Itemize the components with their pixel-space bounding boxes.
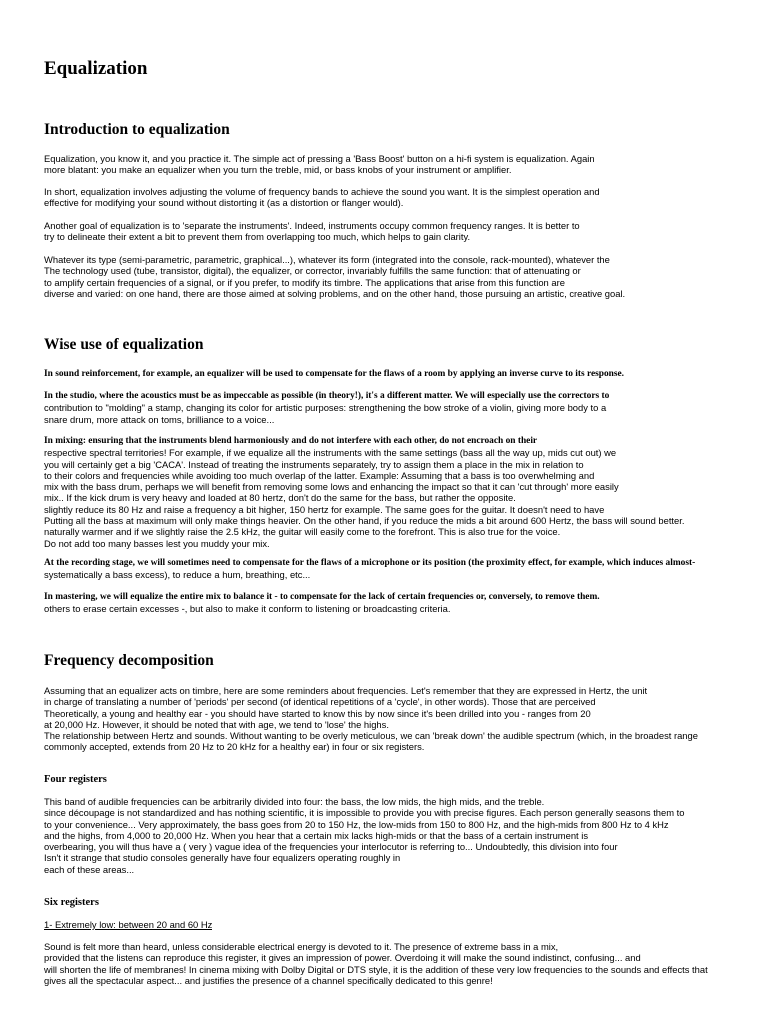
text-line: each of these areas... <box>44 863 135 875</box>
text-line: try to delineate their extent a bit to prevent them from overlapping too much, which helps to gain clarity. <box>44 231 471 243</box>
text-line: Isn't it strange that studio consoles generally have four equalizers operating roughly in <box>44 852 401 864</box>
paragraph <box>44 592 768 615</box>
text-line: systematically a bass excess), to reduce a hum, breathing, etc... <box>44 569 311 581</box>
text-line: Theoretically, a young and healthy ear - you should have started to know this by now since it's been drilled into you - ranges from 20 <box>44 707 591 719</box>
section-heading-intro: Introduction to equalization <box>44 121 230 138</box>
text-line: This band of audible frequencies can be arbitrarily divided into four: the bass, the low mids, the high mids, and the treble. <box>44 796 545 807</box>
paragraph <box>44 369 768 380</box>
text-line: others to erase certain excesses -, but also to make it conform to listening or broadcasting criteria. <box>44 603 451 615</box>
text-line: effective for modifying your sound without distorting it (as a distortion or flanger would). <box>44 197 404 209</box>
text-line: since découpage is not standardized and has nothing scientific, it is impossible to provide you with precise figures. Each person generally seasons them to <box>44 807 685 819</box>
page-title: Equalization <box>44 58 148 79</box>
text-line: gives all the spectacular aspect... and justifies the presence of a channel specifically dedicated to this genre! <box>44 974 493 986</box>
subsection-heading-six-registers: Six registers <box>44 897 99 908</box>
text-line: mix with the bass drum, perhaps we will benefit from removing some lows and enhancing the impact so that it can 'cut through' more easily <box>44 481 619 493</box>
text-line: In mixing: ensuring that the instruments blend harmoniously and do not interfere with each other, do not encroach on their <box>44 436 538 446</box>
text-line: Equalization, you know it, and you practice it. The simple act of pressing a 'Bass Boost' button on a hi-fi system is equalization. Again <box>44 153 595 164</box>
paragraph <box>44 391 768 425</box>
text-line: slightly reduce its 80 Hz and raise a frequency a bit higher, 150 hertz for example. The same goes for the guitar. It doesn't need to have <box>44 503 605 515</box>
text-line: Whatever its type (semi-parametric, parametric, graphical...), whatever its form (integrated into the console, rack-mounted), whatever the <box>44 254 610 265</box>
text-line: in charge of translating a number of 'periods' per second (of identical repetitions of a 'cycle', in other words). Those that are perceived <box>44 696 596 708</box>
text-line: more blatant: you make an equalizer when you turn the treble, mid, or bass knobs of your instrument or amplifier. <box>44 164 512 176</box>
paragraph <box>44 558 768 581</box>
text-line: commonly accepted, extends from 20 Hz to 20 kHz for a healthy ear) in four or six registers. <box>44 741 425 753</box>
section-heading-frequency: Frequency decomposition <box>44 652 214 669</box>
paragraph <box>44 186 768 209</box>
text-line: At the recording stage, we will sometimes need to compensate for the flaws of a microphone or its position (the proximity effect, for example, which induces almost- <box>44 558 696 568</box>
paragraph <box>44 153 768 176</box>
text-line: In sound reinforcement, for example, an equalizer will be used to compensate for the flaws of a room by applying an inverse curve to its response. <box>44 369 625 379</box>
text-line: respective spectral territories! For example, if we equalize all the instruments with the same settings (bass all the way up, mids cut out) we <box>44 447 617 459</box>
paragraph <box>44 220 768 243</box>
text-line: Another goal of equalization is to 'separate the instruments'. Indeed, instruments occupy common frequency ranges. It is better to <box>44 220 580 231</box>
text-line: to their colors and frequencies while avoiding too much overlap of the latter. Example: Assuming that a bass is too overwhelming and <box>44 469 595 481</box>
text-line: In mastering, we will equalize the entire mix to balance it - to compensate for the lack of certain frequencies or, conversely, to remove them. <box>44 592 600 602</box>
text-line: at 20,000 Hz. However, it should be noted that with age, we tend to 'lose' the highs. <box>44 718 389 730</box>
text-line: In the studio, where the acoustics must be as impeccable as possible (in theory!), it's a different matter. We will especially use the correctors to <box>44 391 610 401</box>
paragraph <box>44 941 768 986</box>
text-line: diverse and varied: on one hand, there are those aimed at solving problems, and on the other hand, those pursuing an artistic, creative goal. <box>44 287 626 299</box>
text-line: Assuming that an equalizer acts on timbre, here are some reminders about frequencies. Let's remember that they are expressed in Hertz, the unit <box>44 685 648 696</box>
text-line: mix.. If the kick drum is very heavy and loaded at 80 hertz, don't do the same for the bass, but rather the opposite. <box>44 492 516 504</box>
section-heading-wise: Wise use of equalization <box>44 336 204 353</box>
paragraph <box>44 436 768 549</box>
register-subheading: 1- Extremely low: between 20 and 60 Hz <box>44 919 213 930</box>
text-line: overbearing, you will thus have a ( very ) vague idea of the frequencies your interlocutor is referring to... Undoubtedly, this division into four <box>44 841 618 853</box>
text-line: Do not add too many basses lest you muddy your mix. <box>44 537 270 549</box>
paragraph <box>44 919 768 933</box>
paragraph <box>44 796 768 875</box>
paragraph <box>44 685 768 753</box>
text-line: will shorten the life of membranes! In cinema mixing with Dolby Digital or DTS style, it is the addition of these very low frequencies to the sounds and effects that <box>44 963 708 975</box>
text-line: and the highs, from 4,000 to 20,000 Hz. When you hear that a certain mix lacks high-mids or that the bass of a certain instrument is <box>44 829 589 841</box>
text-line: to amplify certain frequencies of a signal, or if you prefer, to modify its timbre. The applications that arise from this function are <box>44 276 565 288</box>
text-line: The relationship between Hertz and sounds. Without wanting to be overly meticulous, we can 'break down' the audible spectrum (which, in the broadest range <box>44 730 698 742</box>
text-line: Putting all the bass at maximum will only make things heavier. On the other hand, if you reduce the mids a bit around 600 Hertz, the bass will sound better. <box>44 515 685 527</box>
text-line: Sound is felt more than heard, unless considerable electrical energy is devoted to it. The presence of extreme bass in a mix, <box>44 941 559 952</box>
text-line: provided that the listens can reproduce this register, it gives an impression of power. Overdoing it will make the sound indistinct, confusing... and <box>44 952 641 964</box>
text-line: naturally warmer and if we slightly raise the 2.5 kHz, the guitar will easily come to the forefront. This is also true for the voice. <box>44 526 561 538</box>
paragraph <box>44 254 768 299</box>
subsection-heading-four-registers: Four registers <box>44 774 107 785</box>
text-line: contribution to "molding" a stamp, changing its color for artistic purposes: strengthening the bow stroke of a violin, giving more body to a <box>44 402 607 414</box>
text-line: to your convenience... Very approximately, the bass goes from 20 to 150 Hz, the low-mids from 150 to 800 Hz, and the high-mids from 800 Hz to 4 kHz <box>44 818 669 830</box>
text-line: In short, equalization involves adjusting the volume of frequency bands to achieve the sound you want. It is the simplest operation and <box>44 186 600 197</box>
text-line: you will certainly get a big 'CACA'. Instead of treating the instruments separately, try to assign them a place in the mix in relation to <box>44 458 584 470</box>
text-line: snare drum, more attack on toms, brilliance to a voice... <box>44 413 275 425</box>
text-line: The technology used (tube, transistor, digital), the equalizer, or corrector, invariably fulfills the same function: that of attenuating or <box>44 265 581 277</box>
